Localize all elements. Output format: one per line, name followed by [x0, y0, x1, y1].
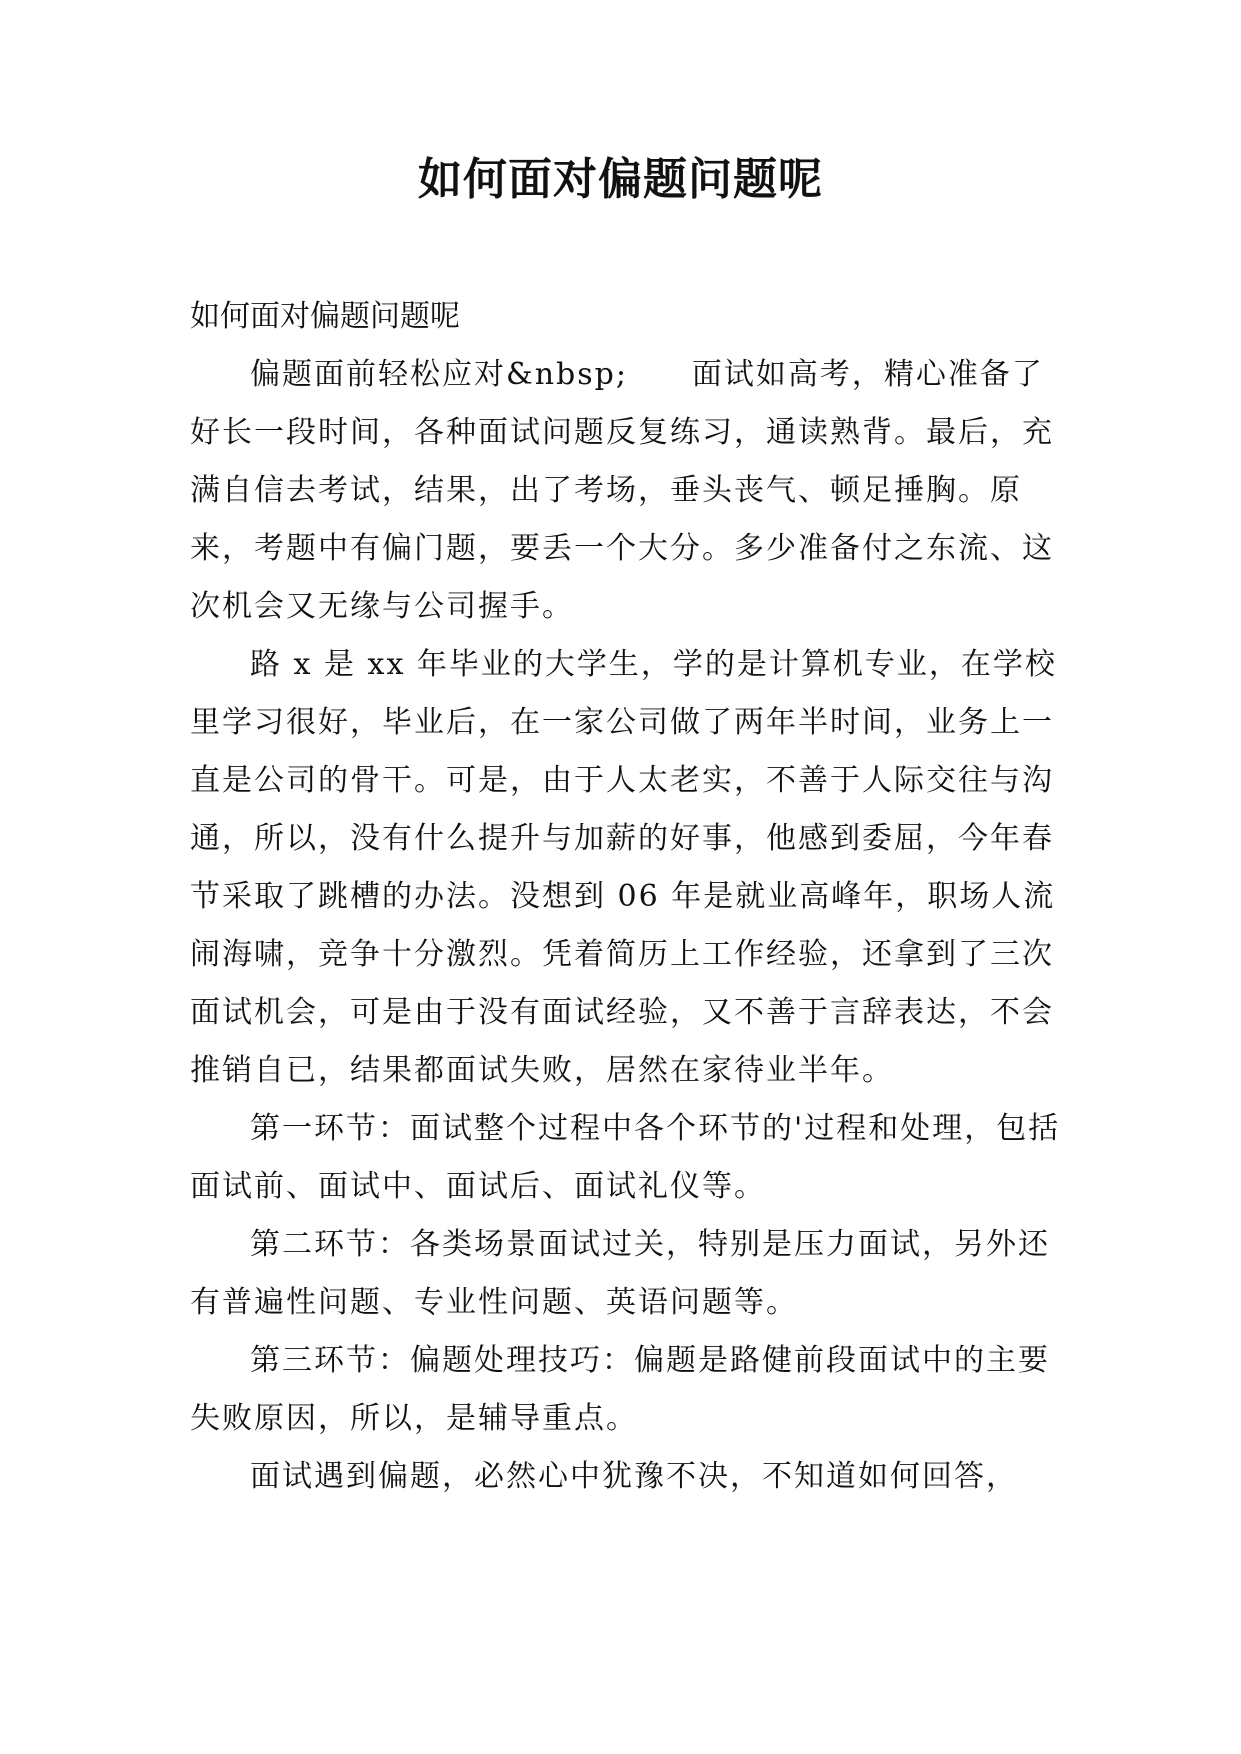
document-body — [190, 288, 1070, 1506]
paragraph-story: 路 x 是 xx 年毕业的大学生，学的是计算机专业，在学校里学习很好，毕业后，在一家公司做了两年半时间，业务上一直是公司的骨干。可是，由于人太老实，不善于人际交往与沟通，所以，没有什么提升与加薪的好事，他感到委屈，今年春节采取了跳槽的办法。没想到 06 年是就业高峰年，职场人流闹海啸，竞争十分激烈。凭着简历上工作经验，还拿到了三次面试机会，可是由于没有面试经验，又不善于言辞表达，不会推销自已，结果都面试失败，居然在家待业半年。 — [190, 647, 1057, 1088]
document-subtitle: 如何面对偏题问题呢 — [190, 299, 460, 334]
document-title: 如何面对偏题问题呢 — [418, 154, 823, 205]
paragraph-step-two: 第二环节：各类场景面试过关，特别是压力面试，另外还有普遍性问题、专业性问题、英语问题等。 — [190, 1227, 1050, 1320]
paragraph-closing: 面试遇到偏题，必然心中犹豫不决，不知道如何回答， — [250, 1459, 1018, 1494]
paragraph-step-one: 第一环节：面试整个过程中各个环节的'过程和处理，包括面试前、面试中、面试后、面试礼仪等。 — [190, 1111, 1061, 1204]
paragraph-intro: 偏题面前轻松应对&nbsp; 面试如高考，精心准备了好长一段时间，各种面试问题反复练习，通读熟背。最后，充满自信去考试，结果，出了考场，垂头丧气、顿足捶胸。原来，考题中有偏门题，要丢一个大分。多少准备付之东流、这次机会又无缘与公司握手。 — [190, 357, 1054, 624]
paragraph-step-three: 第三环节：偏题处理技巧：偏题是路健前段面试中的主要失败原因，所以，是辅导重点。 — [190, 1343, 1050, 1436]
